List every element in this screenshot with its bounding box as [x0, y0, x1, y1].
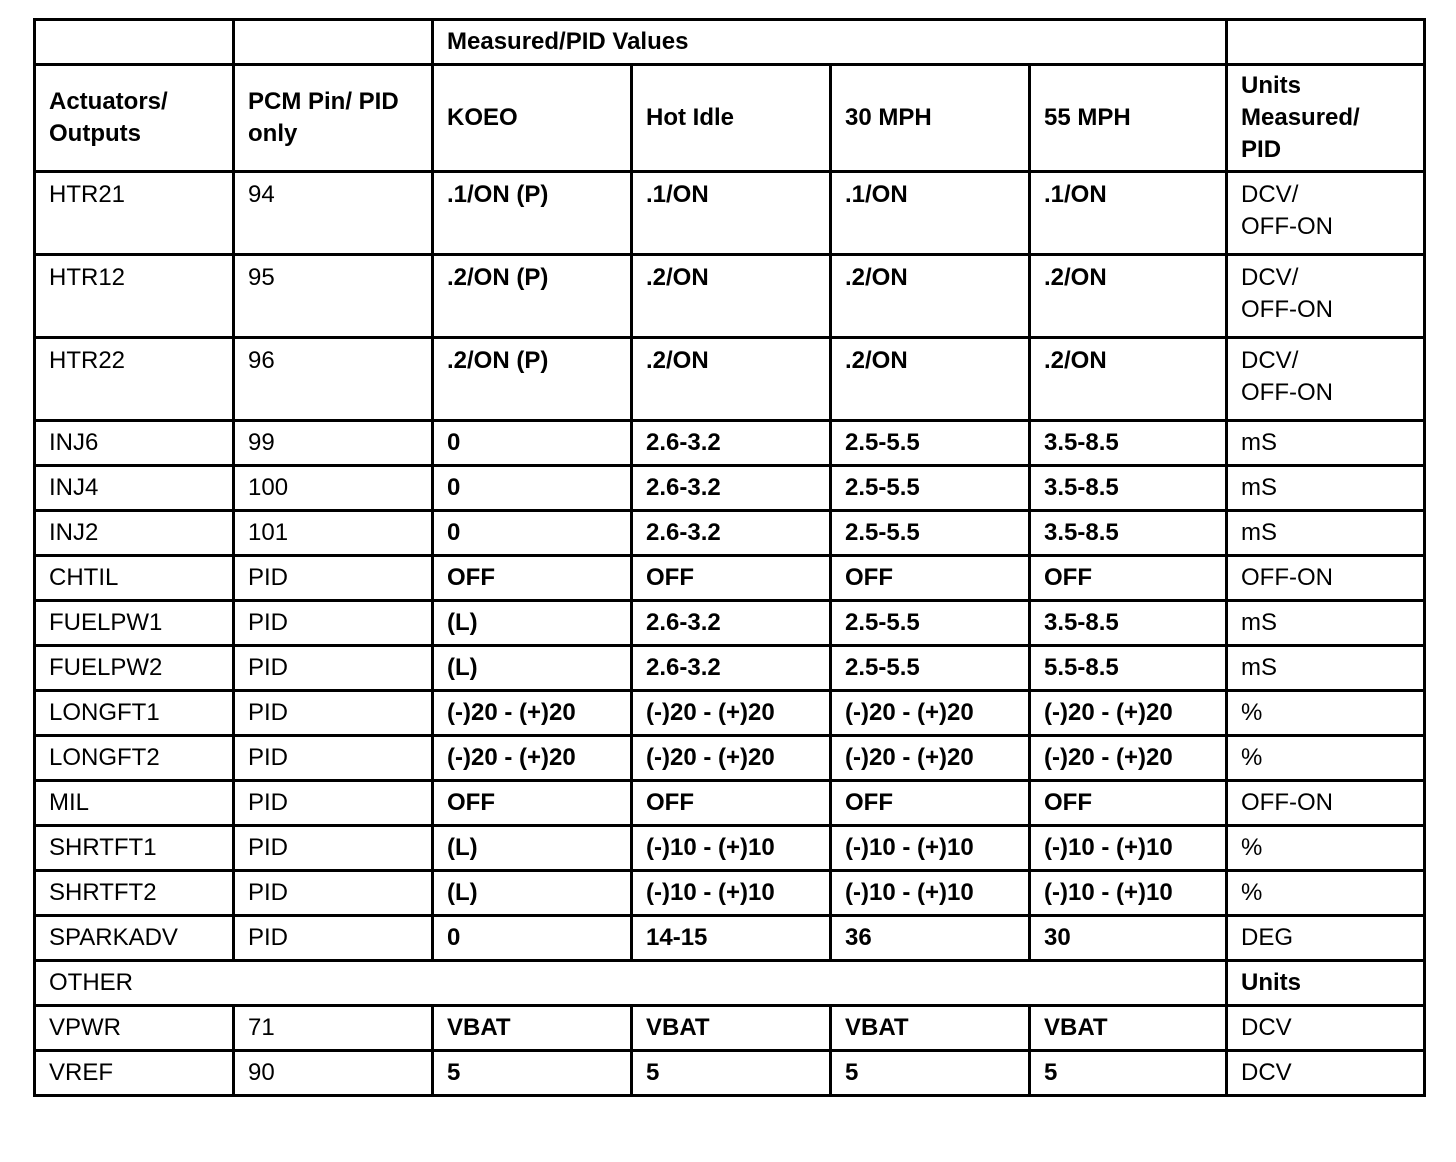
- cell-hot-idle: 2.6-3.2: [632, 466, 831, 511]
- cell-55-mph: .2/ON: [1030, 338, 1227, 421]
- cell-30-mph: .2/ON: [831, 338, 1030, 421]
- cell-koeo: .1/ON (P): [433, 172, 632, 255]
- cell-koeo: 0: [433, 916, 632, 961]
- cell-units: [1227, 1051, 1425, 1096]
- cell-30-mph: OFF: [831, 781, 1030, 826]
- cell-koeo: 0: [433, 421, 632, 466]
- cell-pcm-pin: 71: [234, 1006, 433, 1051]
- units-line: DCV/: [1241, 264, 1299, 291]
- cell-units: [1227, 646, 1425, 691]
- units-line: mS: [1241, 474, 1278, 501]
- cell-hot-idle: 14-15: [632, 916, 831, 961]
- cell-55-mph: .2/ON: [1030, 255, 1227, 338]
- table-row: [35, 421, 1425, 466]
- units-line: %: [1241, 744, 1263, 771]
- header-line: Units: [1241, 72, 1302, 99]
- table-row: [35, 1051, 1425, 1096]
- cell-hot-idle: 2.6-3.2: [632, 421, 831, 466]
- cell-koeo: 0: [433, 511, 632, 556]
- table-row: [35, 172, 1425, 255]
- cell-55-mph: (-)10 - (+)10: [1030, 871, 1227, 916]
- cell-hot-idle: 2.6-3.2: [632, 646, 831, 691]
- cell-koeo: OFF: [433, 556, 632, 601]
- cell-55-mph: VBAT: [1030, 1006, 1227, 1051]
- cell-units: [1227, 871, 1425, 916]
- cell-koeo: (L): [433, 871, 632, 916]
- cell-30-mph: .2/ON: [831, 255, 1030, 338]
- cell-pcm-pin: 100: [234, 466, 433, 511]
- cell-55-mph: (-)20 - (+)20: [1030, 691, 1227, 736]
- header-line: only: [248, 120, 298, 147]
- cell-koeo: (L): [433, 601, 632, 646]
- cell-pcm-pin: 90: [234, 1051, 433, 1096]
- cell-units: [1227, 556, 1425, 601]
- cell-30-mph: (-)10 - (+)10: [831, 826, 1030, 871]
- units-line: DCV/: [1241, 181, 1299, 208]
- cell-pcm-pin: PID: [234, 826, 433, 871]
- cell-actuator-name: LONGFT1: [35, 691, 234, 736]
- header-line: Measured/: [1241, 104, 1360, 131]
- table-row: [35, 338, 1425, 421]
- empty-header-cell: [1227, 20, 1425, 65]
- table-row: [35, 511, 1425, 556]
- cell-units: [1227, 691, 1425, 736]
- cell-actuator-name: FUELPW2: [35, 646, 234, 691]
- pid-values-table: [33, 18, 1426, 1097]
- cell-actuator-name: FUELPW1: [35, 601, 234, 646]
- header-pcm-pin: [234, 65, 433, 172]
- units-line: OFF-ON: [1241, 564, 1333, 591]
- cell-actuator-name: CHTIL: [35, 556, 234, 601]
- header-koeo: KOEO: [433, 65, 632, 172]
- cell-30-mph: 2.5-5.5: [831, 466, 1030, 511]
- table-row: [35, 691, 1425, 736]
- table-row: [35, 255, 1425, 338]
- cell-koeo: .2/ON (P): [433, 255, 632, 338]
- cell-30-mph: .1/ON: [831, 172, 1030, 255]
- cell-units: [1227, 826, 1425, 871]
- cell-hot-idle: (-)20 - (+)20: [632, 736, 831, 781]
- cell-hot-idle: .1/ON: [632, 172, 831, 255]
- cell-actuator-name: HTR21: [35, 172, 234, 255]
- measured-pid-values-header: Measured/PID Values: [433, 20, 1227, 65]
- cell-units: [1227, 781, 1425, 826]
- cell-pcm-pin: PID: [234, 601, 433, 646]
- cell-pcm-pin: 95: [234, 255, 433, 338]
- cell-55-mph: 3.5-8.5: [1030, 466, 1227, 511]
- cell-koeo: (-)20 - (+)20: [433, 736, 632, 781]
- cell-units: [1227, 736, 1425, 781]
- cell-55-mph: OFF: [1030, 556, 1227, 601]
- cell-55-mph: 3.5-8.5: [1030, 601, 1227, 646]
- cell-pcm-pin: 101: [234, 511, 433, 556]
- cell-actuator-name: MIL: [35, 781, 234, 826]
- empty-header-cell: [234, 20, 433, 65]
- cell-30-mph: VBAT: [831, 1006, 1030, 1051]
- cell-pcm-pin: 96: [234, 338, 433, 421]
- cell-units: [1227, 172, 1425, 255]
- units-line: OFF-ON: [1241, 789, 1333, 816]
- table-row: [35, 646, 1425, 691]
- cell-30-mph: 5: [831, 1051, 1030, 1096]
- cell-pcm-pin: PID: [234, 556, 433, 601]
- table-row: [35, 916, 1425, 961]
- cell-30-mph: (-)20 - (+)20: [831, 736, 1030, 781]
- cell-koeo: (-)20 - (+)20: [433, 691, 632, 736]
- units-line: DCV: [1241, 1014, 1292, 1041]
- cell-pcm-pin: PID: [234, 691, 433, 736]
- units-line: OFF-ON: [1241, 213, 1333, 240]
- cell-hot-idle: (-)10 - (+)10: [632, 871, 831, 916]
- cell-pcm-pin: PID: [234, 916, 433, 961]
- cell-hot-idle: .2/ON: [632, 255, 831, 338]
- empty-header-cell: [35, 20, 234, 65]
- cell-pcm-pin: PID: [234, 871, 433, 916]
- header-line: Outputs: [49, 120, 141, 147]
- units-line: OFF-ON: [1241, 379, 1333, 406]
- units-line: DCV: [1241, 1059, 1292, 1086]
- cell-koeo: VBAT: [433, 1006, 632, 1051]
- cell-actuator-name: INJ6: [35, 421, 234, 466]
- group-header-row: [35, 20, 1425, 65]
- cell-actuator-name: SHRTFT1: [35, 826, 234, 871]
- cell-hot-idle: VBAT: [632, 1006, 831, 1051]
- cell-koeo: 5: [433, 1051, 632, 1096]
- cell-hot-idle: 5: [632, 1051, 831, 1096]
- units-line: %: [1241, 699, 1263, 726]
- units-line: mS: [1241, 429, 1278, 456]
- header-units: [1227, 65, 1425, 172]
- header-line: PID: [1241, 136, 1282, 163]
- cell-30-mph: 36: [831, 916, 1030, 961]
- table-row: [35, 466, 1425, 511]
- units-line: mS: [1241, 519, 1278, 546]
- units-line: DCV/: [1241, 347, 1299, 374]
- table-row: [35, 826, 1425, 871]
- cell-units: [1227, 601, 1425, 646]
- cell-hot-idle: 2.6-3.2: [632, 601, 831, 646]
- cell-55-mph: (-)20 - (+)20: [1030, 736, 1227, 781]
- cell-hot-idle: (-)20 - (+)20: [632, 691, 831, 736]
- table-row: [35, 871, 1425, 916]
- table-row: [35, 601, 1425, 646]
- cell-hot-idle: 2.6-3.2: [632, 511, 831, 556]
- cell-pcm-pin: PID: [234, 736, 433, 781]
- cell-30-mph: (-)10 - (+)10: [831, 871, 1030, 916]
- header-hot-idle: Hot Idle: [632, 65, 831, 172]
- cell-actuator-name: HTR12: [35, 255, 234, 338]
- cell-30-mph: (-)20 - (+)20: [831, 691, 1030, 736]
- units-line: DEG: [1241, 924, 1294, 951]
- cell-actuator-name: HTR22: [35, 338, 234, 421]
- cell-units: [1227, 255, 1425, 338]
- cell-30-mph: 2.5-5.5: [831, 601, 1030, 646]
- table-row: [35, 781, 1425, 826]
- cell-30-mph: OFF: [831, 556, 1030, 601]
- units-line: OFF-ON: [1241, 296, 1333, 323]
- cell-55-mph: 3.5-8.5: [1030, 421, 1227, 466]
- cell-55-mph: OFF: [1030, 781, 1227, 826]
- table-row: [35, 736, 1425, 781]
- cell-30-mph: 2.5-5.5: [831, 646, 1030, 691]
- cell-actuator-name: VREF: [35, 1051, 234, 1096]
- cell-koeo: (L): [433, 826, 632, 871]
- other-units-header: Units: [1227, 961, 1425, 1006]
- cell-units: [1227, 916, 1425, 961]
- units-line: %: [1241, 879, 1263, 906]
- cell-units: [1227, 511, 1425, 556]
- header-30-mph: 30 MPH: [831, 65, 1030, 172]
- cell-koeo: .2/ON (P): [433, 338, 632, 421]
- cell-hot-idle: (-)10 - (+)10: [632, 826, 831, 871]
- cell-hot-idle: OFF: [632, 556, 831, 601]
- cell-koeo: 0: [433, 466, 632, 511]
- cell-pcm-pin: PID: [234, 646, 433, 691]
- cell-55-mph: (-)10 - (+)10: [1030, 826, 1227, 871]
- cell-55-mph: .1/ON: [1030, 172, 1227, 255]
- cell-koeo: OFF: [433, 781, 632, 826]
- cell-pcm-pin: 99: [234, 421, 433, 466]
- cell-actuator-name: LONGFT2: [35, 736, 234, 781]
- units-line: %: [1241, 834, 1263, 861]
- cell-units: [1227, 338, 1425, 421]
- table-row: [35, 1006, 1425, 1051]
- cell-30-mph: 2.5-5.5: [831, 511, 1030, 556]
- header-line: Actuators/: [49, 88, 168, 115]
- header-line: PCM Pin/ PID: [248, 88, 399, 115]
- cell-55-mph: 5.5-8.5: [1030, 646, 1227, 691]
- cell-30-mph: 2.5-5.5: [831, 421, 1030, 466]
- cell-actuator-name: INJ4: [35, 466, 234, 511]
- cell-pcm-pin: 94: [234, 172, 433, 255]
- cell-hot-idle: .2/ON: [632, 338, 831, 421]
- cell-actuator-name: VPWR: [35, 1006, 234, 1051]
- cell-koeo: (L): [433, 646, 632, 691]
- cell-units: [1227, 1006, 1425, 1051]
- other-section-row: [35, 961, 1425, 1006]
- header-actuators-outputs: [35, 65, 234, 172]
- column-header-row: [35, 65, 1425, 172]
- units-line: mS: [1241, 609, 1278, 636]
- cell-hot-idle: OFF: [632, 781, 831, 826]
- units-line: mS: [1241, 654, 1278, 681]
- cell-55-mph: 5: [1030, 1051, 1227, 1096]
- cell-55-mph: 30: [1030, 916, 1227, 961]
- cell-actuator-name: SPARKADV: [35, 916, 234, 961]
- cell-55-mph: 3.5-8.5: [1030, 511, 1227, 556]
- table-row: [35, 556, 1425, 601]
- cell-pcm-pin: PID: [234, 781, 433, 826]
- other-section-label: OTHER: [35, 961, 1227, 1006]
- cell-units: [1227, 466, 1425, 511]
- cell-actuator-name: SHRTFT2: [35, 871, 234, 916]
- cell-actuator-name: INJ2: [35, 511, 234, 556]
- cell-units: [1227, 421, 1425, 466]
- header-55-mph: 55 MPH: [1030, 65, 1227, 172]
